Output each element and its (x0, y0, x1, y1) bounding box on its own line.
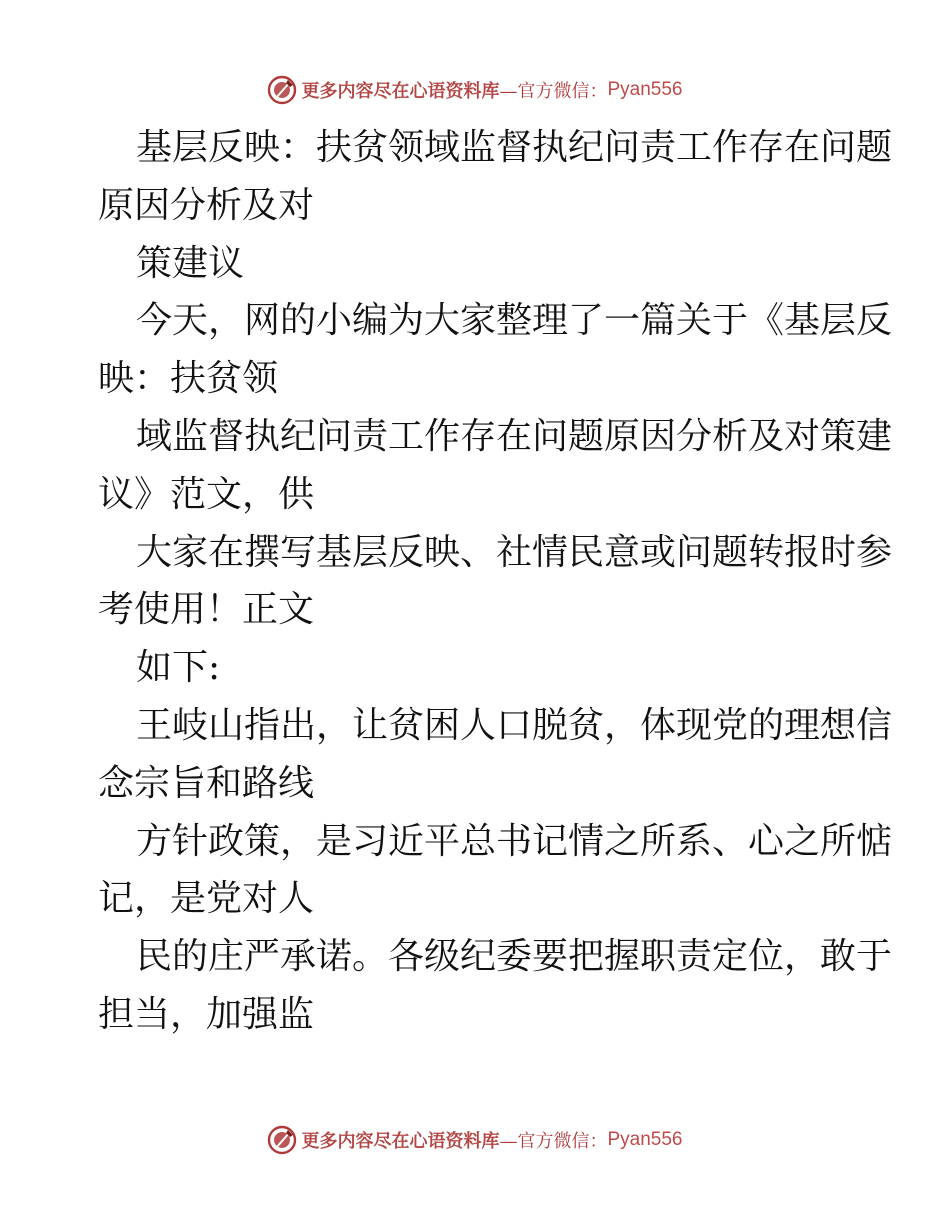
pen-seal-icon (267, 75, 297, 105)
text-line: 今天，网的小编为大家整理了一篇关于《基层反 (136, 300, 893, 342)
text-line: 大家在撰写基层反映、社情民意或问题转报时参 (136, 531, 893, 573)
pen-seal-icon (267, 1125, 297, 1155)
text-line: 方针政策，是习近平总书记情之所系、心之所惦 (136, 820, 893, 862)
text-line: 策建议 (136, 242, 245, 284)
text-line: 王岐山指出，让贫困人口脱贫，体现党的理想信 (136, 704, 893, 746)
text-line: 担当，加强监 (98, 993, 315, 1035)
text-line: 议》范文，供 (98, 473, 315, 515)
text-line: 考使用！正文 (98, 589, 315, 631)
text-line: 域监督执纪问责工作存在问题原因分析及对策建 (136, 415, 893, 457)
text-line: 如下: (136, 647, 221, 689)
text-line: 念宗旨和路线 (98, 762, 315, 804)
text-line: 民的庄严承诺。各级纪委要把握职责定位，敢于 (136, 936, 893, 978)
header-watermark-banner (0, 70, 950, 110)
banner-brand-text: 更多内容尽在心语资料库 (301, 1131, 500, 1152)
banner-brand-text: 更多内容尽在心语资料库 (301, 81, 500, 102)
text-line: 原因分析及对 (98, 184, 315, 226)
banner-wechat-id: Pyan556 (607, 79, 683, 100)
text-line: 基层反映：扶贫领域监督执纪问责工作存在问题 (136, 127, 893, 168)
document-body (98, 119, 893, 1044)
text-line: 记，是党对人 (98, 878, 315, 920)
text-line: 映：扶贫领 (98, 358, 279, 400)
banner-wechat-id: Pyan556 (607, 1129, 683, 1150)
footer-watermark-banner (0, 1120, 950, 1160)
banner-official-label: —官方微信： (499, 81, 608, 102)
banner-official-label: —官方微信： (499, 1131, 608, 1152)
